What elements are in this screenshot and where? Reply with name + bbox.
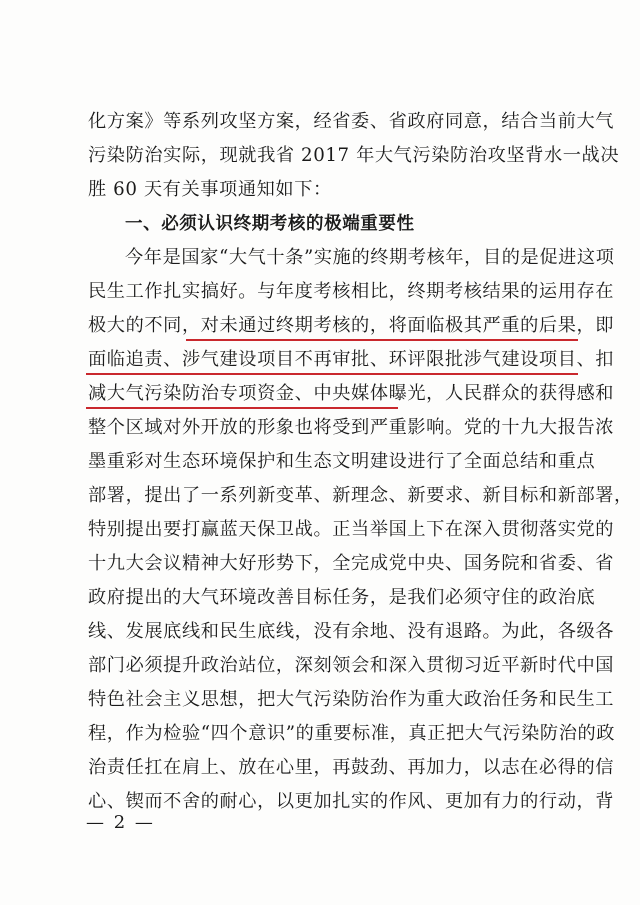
body-line: 极大的不同，对未通过终期考核的，将面临极其严重的后果，即 bbox=[88, 315, 615, 336]
body-line: 部门必须提升政治站位，深刻领会和深入贯彻习近平新时代中国 bbox=[88, 655, 615, 676]
body-line: 治责任扛在肩上、放在心里，再鼓劲、再加力，以志在必得的信 bbox=[88, 757, 615, 778]
body-line: 今年是国家“大气十条”实施的终期考核年，目的是促进这项 bbox=[125, 247, 615, 268]
body-line: 减大气污染防治专项资金、中央媒体曝光，人民群众的获得感和 bbox=[88, 383, 615, 404]
body-line: 胜 60 天有关事项通知如下： bbox=[88, 179, 332, 200]
body-line: 墨重彩对生态环境保护和生态文明建设进行了全面总结和重点 bbox=[88, 451, 596, 472]
body-line: 政府提出的大气环境改善目标任务，是我们必须守住的政治底 bbox=[88, 587, 596, 608]
page-number: — 2 — bbox=[86, 812, 155, 833]
body-line: 特色社会主义思想，把大气污染防治作为重大政治任务和民生工 bbox=[88, 689, 615, 710]
highlight-underline bbox=[186, 339, 578, 341]
body-line: 部署，提出了一系列新变革、新理念、新要求、新目标和新部署， bbox=[88, 485, 633, 506]
body-line: 民生工作扎实搞好。与年度考核相比，终期考核结果的运用存在 bbox=[88, 281, 615, 302]
body-line: 污染防治实际，现就我省 2017 年大气污染防治攻坚背水一战决 bbox=[88, 145, 620, 166]
body-line: 心、锲而不舍的耐心，以更加扎实的作风、更加有力的行动，背 bbox=[88, 791, 615, 812]
highlight-underline bbox=[86, 407, 398, 409]
highlight-underline bbox=[86, 373, 578, 375]
section-heading: 一、必须认识终期考核的极端重要性 bbox=[125, 214, 415, 234]
body-line: 线、发展底线和民生底线，没有余地、没有退路。为此，各级各 bbox=[88, 621, 615, 642]
body-line: 特别提出要打赢蓝天保卫战。正当举国上下在深入贯彻落实党的 bbox=[88, 519, 615, 540]
body-line: 面临追责、涉气建设项目不再审批、环评限批涉气建设项目、扣 bbox=[88, 349, 615, 370]
body-line: 十九大会议精神大好形势下，全完成党中央、国务院和省委、省 bbox=[88, 553, 615, 574]
body-line: 整个区域对外开放的形象也将受到严重影响。党的十九大报告浓 bbox=[88, 417, 615, 438]
body-line: 化方案》等系列攻坚方案，经省委、省政府同意，结合当前大气 bbox=[88, 111, 615, 132]
body-line: 程，作为检验“四个意识”的重要标准，真正把大气污染防治的政 bbox=[88, 723, 616, 744]
